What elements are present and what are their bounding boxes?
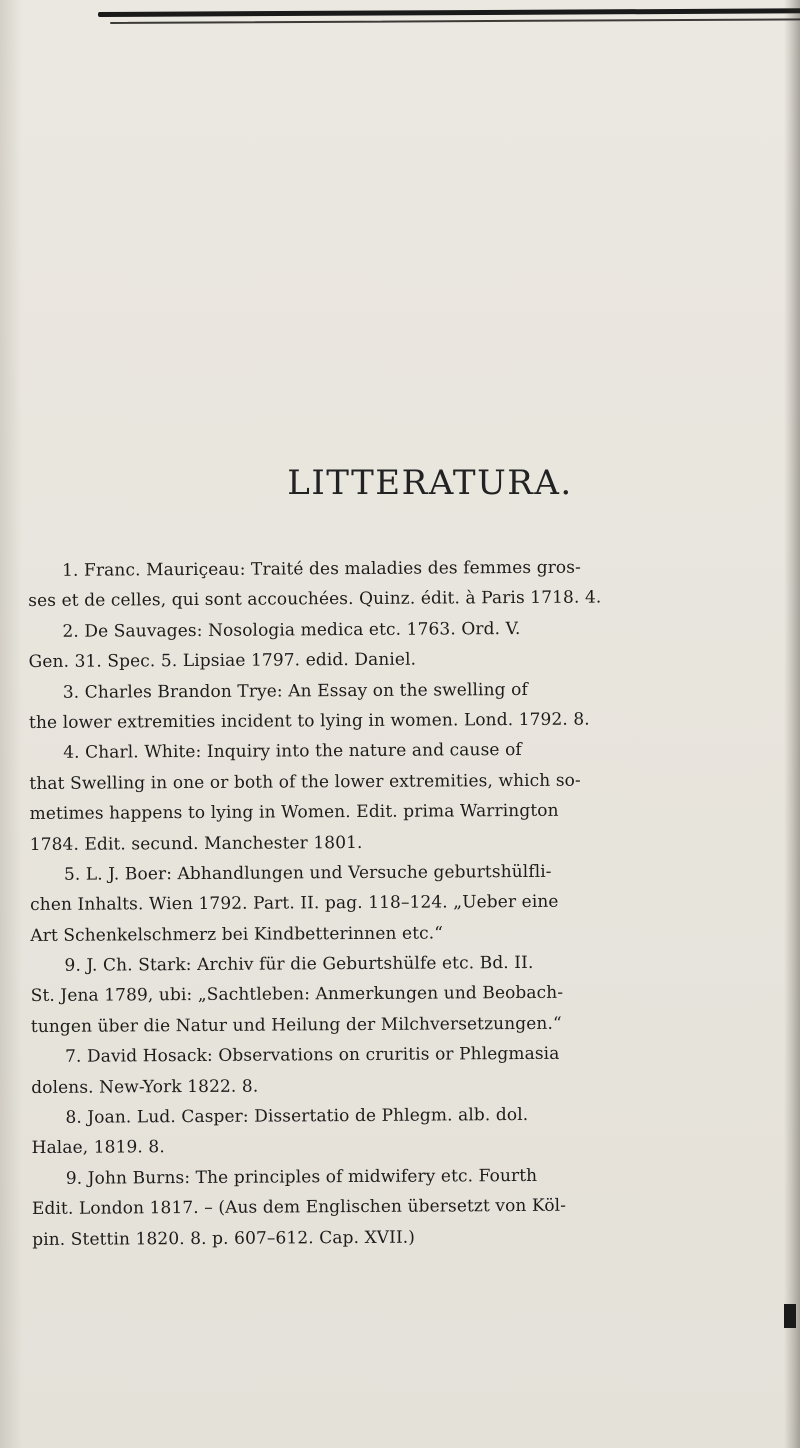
edge-tab-mark bbox=[784, 1304, 796, 1328]
reference-line: Art Schenkelschmerz bei Kindbetterinnen etc.“ bbox=[30, 923, 444, 946]
header-rule-thick bbox=[98, 8, 800, 17]
reference-line: 8. Joan. Lud. Casper: Dissertatio de Phlegm. alb. dol. bbox=[65, 1104, 529, 1128]
reference-line: Gen. 31. Spec. 5. Lipsiae 1797. edid. Daniel. bbox=[28, 649, 417, 673]
reference-line: metimes happens to lying in Women. Edit. prima Warrington bbox=[29, 800, 559, 825]
page-edge-shadow bbox=[784, 0, 800, 1448]
page-gutter-shadow bbox=[0, 0, 22, 1448]
reference-line: 4. Charl. White: Inquiry into the nature and cause of bbox=[63, 740, 522, 764]
reference-line: ses et de celles, qui sont accouchées. Quinz. édit. à Paris 1718. 4. bbox=[28, 587, 602, 612]
reference-line: pin. Stettin 1820. 8. p. 607–612. Cap. XVII.) bbox=[32, 1227, 416, 1250]
reference-line: that Swelling in one or both of the lower extremities, which so- bbox=[29, 770, 581, 794]
reference-line: 5. L. J. Boer: Abhandlungen und Versuche geburtshülfli- bbox=[63, 861, 552, 885]
reference-line: the lower extremities incident to lying in women. Lond. 1792. 8. bbox=[28, 709, 590, 733]
page-title: LITTERATURA. bbox=[287, 463, 573, 503]
reference-line: 9. John Burns: The principles of midwifery etc. Fourth bbox=[65, 1165, 538, 1189]
reference-line: tungen über die Natur und Heilung der Milchversetzungen.“ bbox=[30, 1013, 562, 1037]
reference-line: dolens. New-York 1822. 8. bbox=[31, 1076, 259, 1098]
reference-line: Edit. London 1817. – (Aus dem Englischen übersetzt von Köl- bbox=[31, 1195, 567, 1220]
header-rule-thin bbox=[110, 18, 800, 24]
reference-line: 9. J. Ch. Stark: Archiv für die Geburtshülfe etc. Bd. II. bbox=[64, 952, 534, 976]
reference-line: 1784. Edit. secund. Manchester 1801. bbox=[29, 832, 363, 855]
reference-line: 7. David Hosack: Observations on cruritis or Phlegmasia bbox=[65, 1044, 560, 1068]
reference-line: 2. De Sauvages: Nosologia medica etc. 1763. Ord. V. bbox=[62, 618, 521, 642]
reference-line: chen Inhalts. Wien 1792. Part. II. pag. 118–124. „Ueber eine bbox=[30, 892, 559, 916]
reference-list bbox=[28, 551, 792, 1255]
reference-line: Halae, 1819. 8. bbox=[31, 1137, 165, 1159]
reference-line: 3. Charles Brandon Trye: An Essay on the swelling of bbox=[62, 679, 528, 703]
reference-line: St. Jena 1789, ubi: „Sachtleben: Anmerkungen und Beobach- bbox=[30, 983, 564, 1007]
reference-line: 1. Franc. Mauriçeau: Traité des maladies des femmes gros- bbox=[62, 557, 581, 581]
